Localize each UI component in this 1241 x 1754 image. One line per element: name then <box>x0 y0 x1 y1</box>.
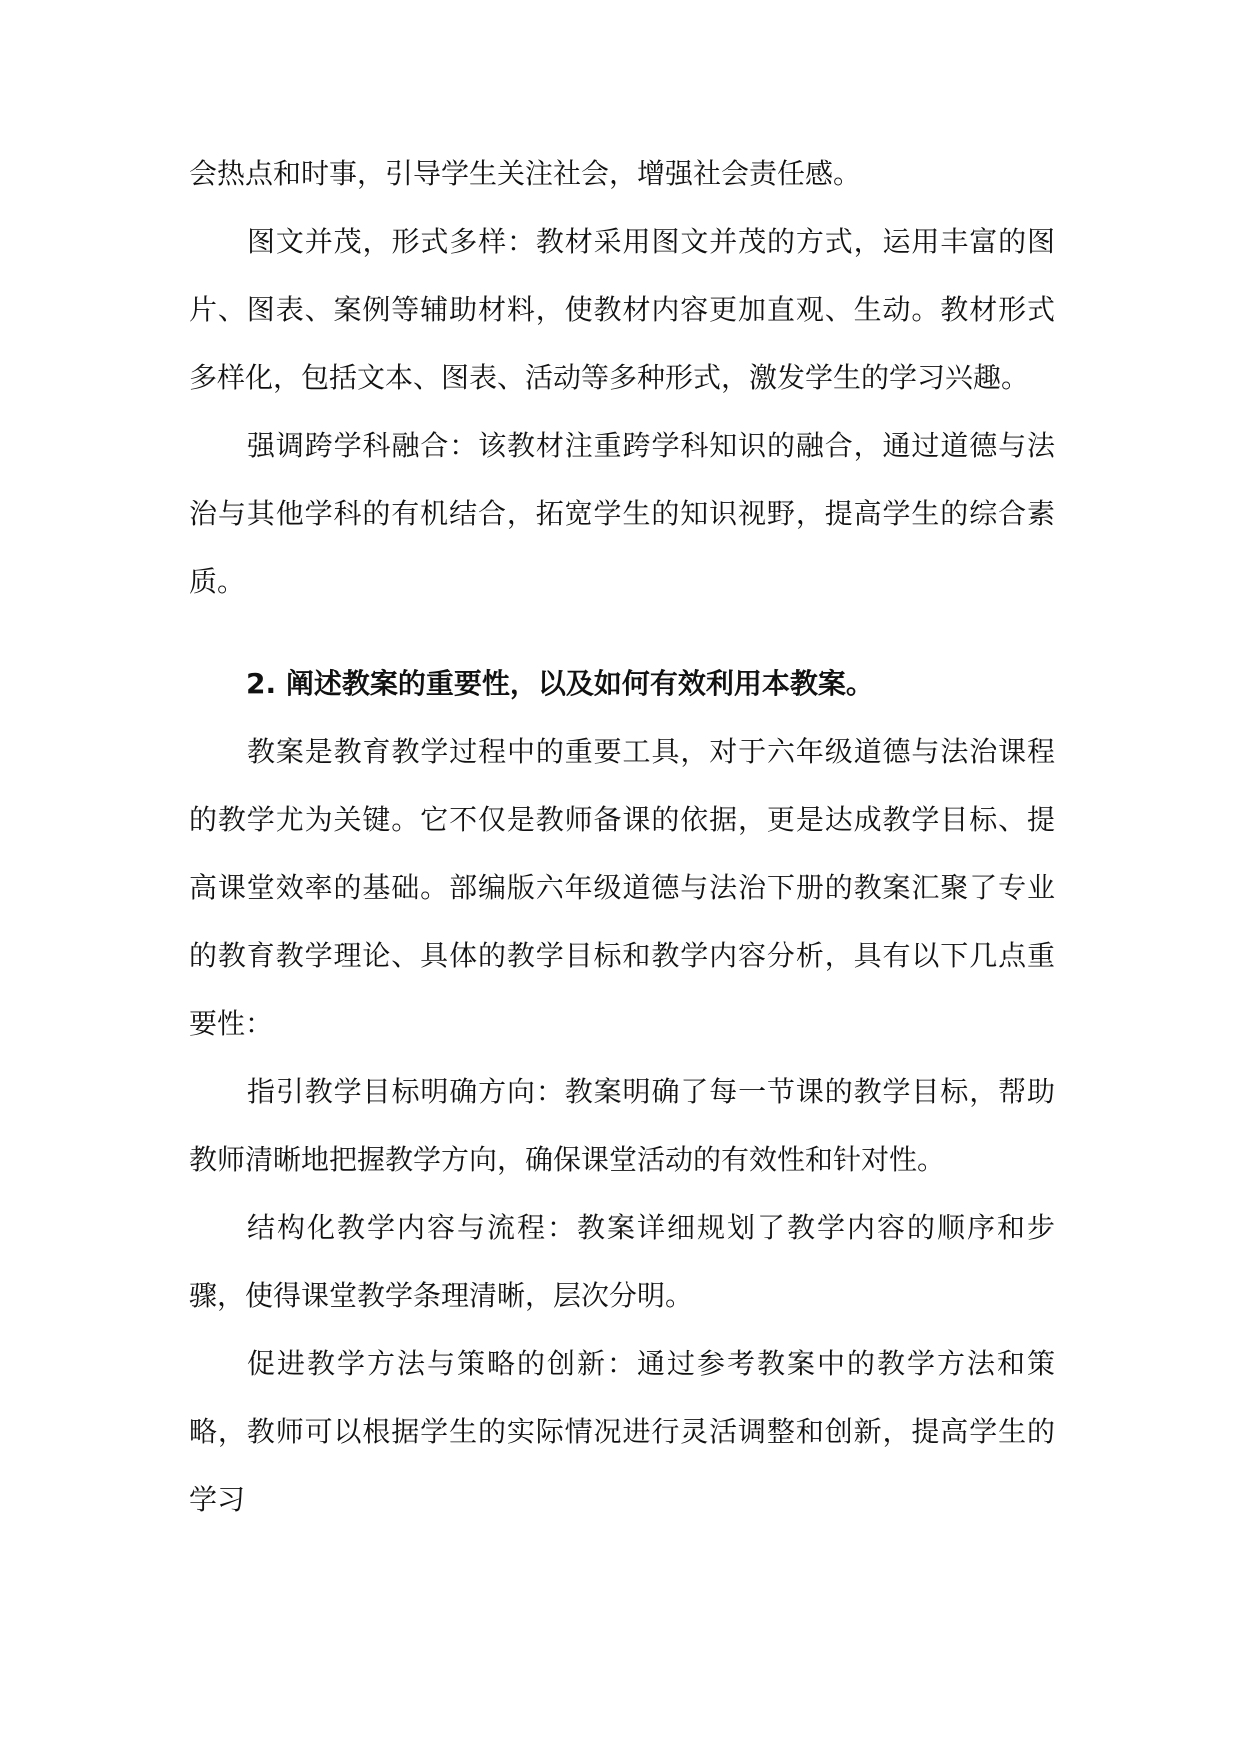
document-body <box>189 140 1055 1534</box>
paragraph-illustrated-forms: 图文并茂，形式多样：教材采用图文并茂的方式，运用丰富的图片、图表、案例等辅助材料，使教材内容更加直观、生动。教材形式多样化，包括文本、图表、活动等多种形式，激发学生的学习兴趣。 <box>189 225 1055 394</box>
paragraph-teaching-goals: 指引教学目标明确方向：教案明确了每一节课的教学目标，帮助教师清晰地把握教学方向，确保课堂活动的有效性和针对性。 <box>189 1075 1055 1176</box>
paragraph-continued: 会热点和时事，引导学生关注社会，增强社会责任感。 <box>189 157 862 190</box>
paragraph-structured-content: 结构化教学内容与流程：教案详细规划了教学内容的顺序和步骤，使得课堂教学条理清晰，层次分明。 <box>189 1211 1055 1312</box>
paragraph-method-innovation: 促进教学方法与策略的创新：通过参考教案中的教学方法和策略，教师可以根据学生的实际情况进行灵活调整和创新，提高学生的学习 <box>189 1347 1055 1516</box>
paragraph-interdisciplinary: 强调跨学科融合：该教材注重跨学科知识的融合，通过道德与法治与其他学科的有机结合，拓宽学生的知识视野，提高学生的综合素质。 <box>189 429 1055 598</box>
section-heading: 2. 阐述教案的重要性，以及如何有效利用本教案。 <box>246 667 874 700</box>
paragraph-lesson-plan-importance: 教案是教育教学过程中的重要工具，对于六年级道德与法治课程的教学尤为关键。它不仅是教师备课的依据，更是达成教学目标、提高课堂效率的基础。部编版六年级道德与法治下册的教案汇聚了专业的教育教学理论、具体的教学目标和教学内容分析，具有以下几点重要性： <box>189 735 1055 1040</box>
